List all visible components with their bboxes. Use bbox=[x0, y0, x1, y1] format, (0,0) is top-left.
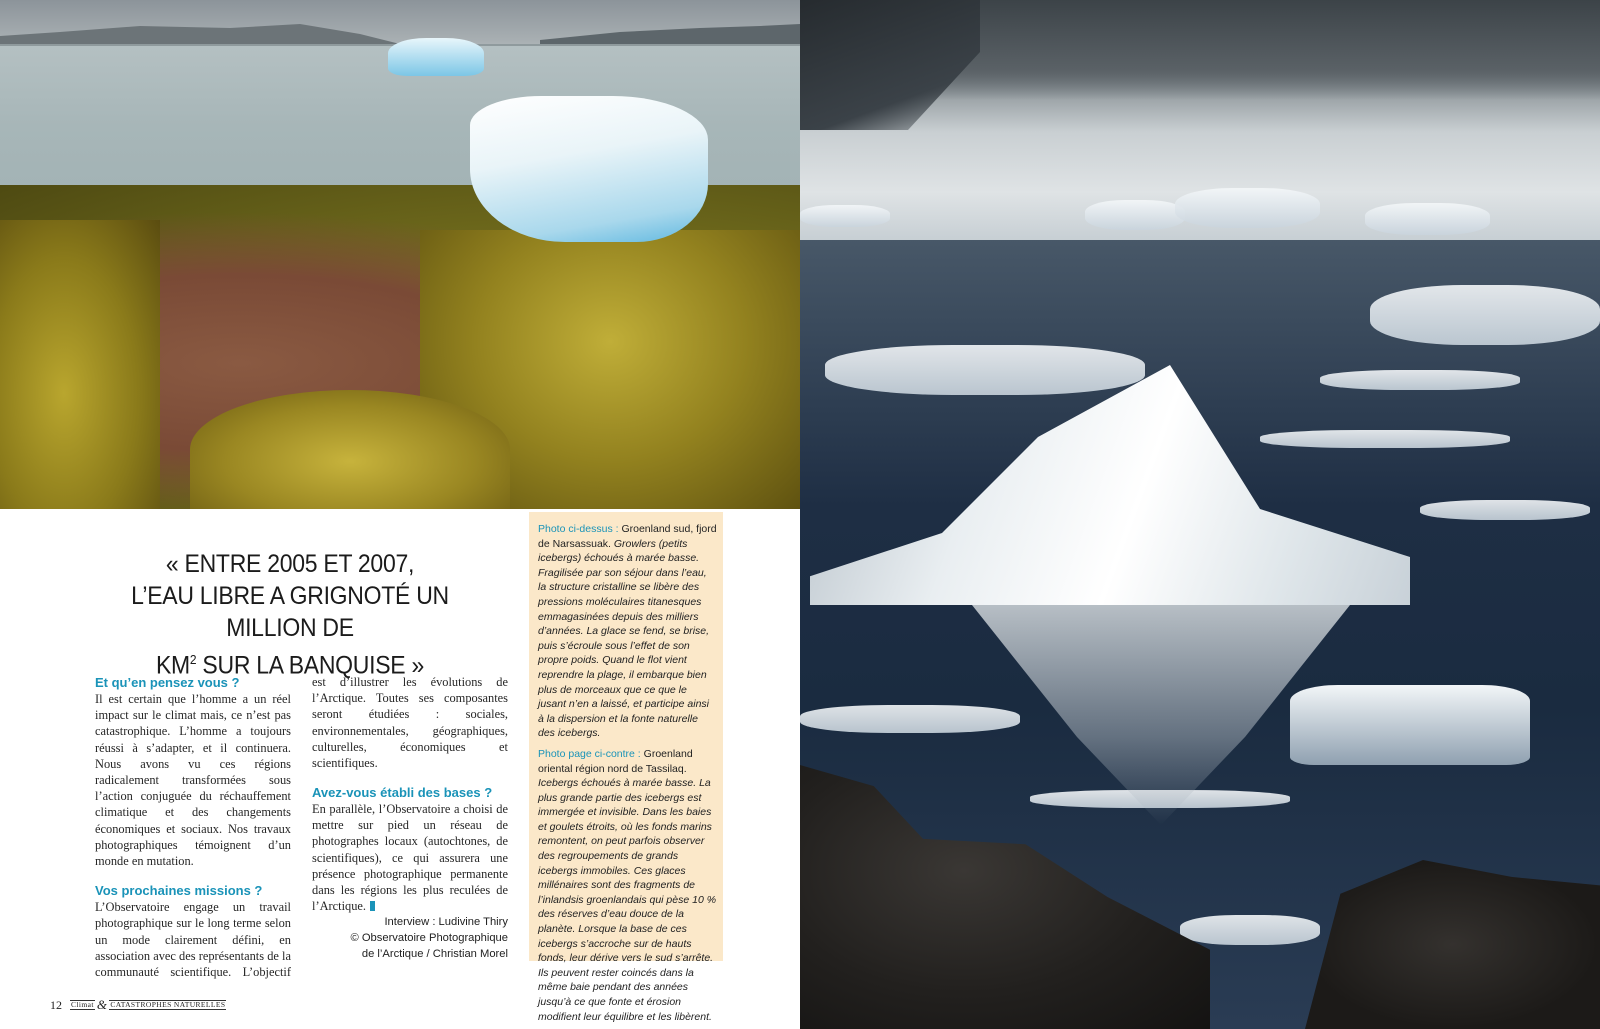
ice-floe bbox=[1320, 370, 1520, 390]
caption-place: Groenland oriental région nord de Tassilaq. bbox=[538, 747, 693, 775]
ice-floe bbox=[1370, 285, 1600, 345]
page-number: 12 bbox=[50, 997, 62, 1012]
small-iceberg bbox=[388, 38, 484, 76]
interview-credit: Interview : Ludivine Thiry bbox=[384, 916, 508, 929]
photo-fjord-narsassuak bbox=[0, 0, 800, 509]
magazine-name-part: CATASTROPHES NATURELLES bbox=[110, 1000, 226, 1009]
end-mark bbox=[370, 901, 375, 911]
interview-answer-text: En parallèle, l’Observatoire a choisi de mettre sur pied un réseau de photographes locaux (autochtones, de scientifiques), ce qui assurera une présence photographique permanente dans les régions les plus reculées de l’Arctique. bbox=[312, 802, 508, 914]
interview-answer bbox=[312, 801, 508, 914]
growler-iceberg bbox=[470, 96, 708, 242]
photo-icebergs-tassilaq bbox=[800, 0, 1600, 1029]
interview-column-middle bbox=[312, 674, 508, 962]
seaweed-left bbox=[0, 220, 160, 509]
interview-column-left bbox=[95, 674, 291, 980]
flat-iceberg bbox=[1290, 685, 1530, 765]
superscript: 2 bbox=[189, 652, 197, 667]
magazine-logo bbox=[70, 999, 226, 1011]
magazine-name-part: Climat bbox=[71, 1000, 94, 1009]
interview-answer: L’Observatoire engage un travail photographique sur le long terme selon un mode clairement défini, en association avec des représentants de la communauté scientifique. L’objectif bbox=[95, 900, 291, 980]
magazine-ampersand: & bbox=[96, 997, 108, 1012]
pull-quote bbox=[88, 548, 493, 681]
interview-answer-continued: est d’illustrer les évolutions de l’Arctique. Toutes ses composantes seront étudiées : sociales, environnementales, géographiques, culturelles, économiques et scientifiques. bbox=[312, 675, 508, 771]
ice-floe bbox=[1085, 200, 1185, 230]
mountain-ridge bbox=[890, 0, 1600, 100]
caption-above bbox=[538, 522, 717, 741]
ice-floe bbox=[1260, 430, 1510, 448]
ice-floe bbox=[825, 345, 1145, 395]
credits bbox=[312, 914, 508, 962]
ice-floe bbox=[800, 205, 890, 227]
pull-quote-line: « ENTRE 2005 ET 2007, bbox=[165, 550, 415, 578]
caption-text: Icebergs échoués à marée basse. La plus grande partie des icebergs est immergée et invisible. Dans les baies et goulets étroits, où les fonds marins remontent, on peut parfois observer des regroupements de grands icebergs immobiles. Ces glaces millénaires sont des fragments de l’inlandsis groenlandais qui pèse 10 % des réserves d’eau douce de la planète. Lorsque la base de ces icebergs s’accroche sur de hauts fonds, leur dérive vers le sud s’arrête. Ils peuvent rester coincés dans la même baie pendant des années jusqu’à ce que fonte et érosion modifient leur équilibre et les libèrent. bbox=[538, 777, 717, 1023]
caption-box bbox=[529, 512, 723, 1023]
pull-quote-line: L’EAU LIBRE A GRIGNOTÉ UN MILLION DE bbox=[131, 582, 449, 642]
interview-question: Et qu’en pensez vous ? bbox=[95, 675, 240, 690]
ice-floe bbox=[800, 705, 1020, 733]
caption-place: Groenland sud, fjord de Narsassuak. bbox=[538, 523, 717, 550]
caption-opposite bbox=[538, 747, 717, 1024]
interview-question: Avez-vous établi des bases ? bbox=[312, 785, 493, 800]
caption-text: Growlers (petits icebergs) échoués à marée basse. Fragilisée par son séjour dans l’eau, la structure cristalline se libère des pressions moléculaires titanesques emmagasinées depuis des milliers d’années. La glace se fend, se brise, puis s’écroule sous l’effet de son propre poids. Quand le flot vient reprendre la plage, il embarque bien plus de morceaux que ce que le jusant n’en a laissé, et participe ainsi à la dispersion et la fonte naturelle des icebergs. bbox=[538, 537, 710, 740]
seaweed-front bbox=[190, 390, 510, 509]
pull-quote-text: SUR LA BANQUISE » bbox=[196, 651, 425, 680]
pull-quote-text: KM bbox=[155, 651, 190, 680]
ice-floe bbox=[1420, 500, 1590, 520]
page-footer bbox=[50, 998, 226, 1012]
continued-answer bbox=[312, 674, 508, 771]
caption-label: Photo ci-dessus : bbox=[538, 523, 619, 535]
caption-label: Photo page ci-contre : bbox=[538, 747, 641, 760]
photo-credit: de l’Arctique / Christian Morel bbox=[361, 948, 508, 961]
interview-question: Vos prochaines missions ? bbox=[95, 883, 263, 899]
ice-floe bbox=[1365, 203, 1490, 235]
ice-floe bbox=[1175, 188, 1320, 228]
interview-answer: Il est certain que l’homme a un réel impact sur le climat mais, ce n’est pas catastrophique. L’homme a toujours réussi à s’adapter, et il continuera. Nous avons vu ces régions radicalement transformées sous l’action conjuguée du réchauffement climatique et des changements économiques et sociaux. Nos travaux photographiques témoignent d’un monde en mutation. bbox=[95, 692, 291, 869]
ice-floe bbox=[1180, 915, 1320, 945]
photo-credit: © Observatoire Photographique bbox=[350, 932, 508, 945]
